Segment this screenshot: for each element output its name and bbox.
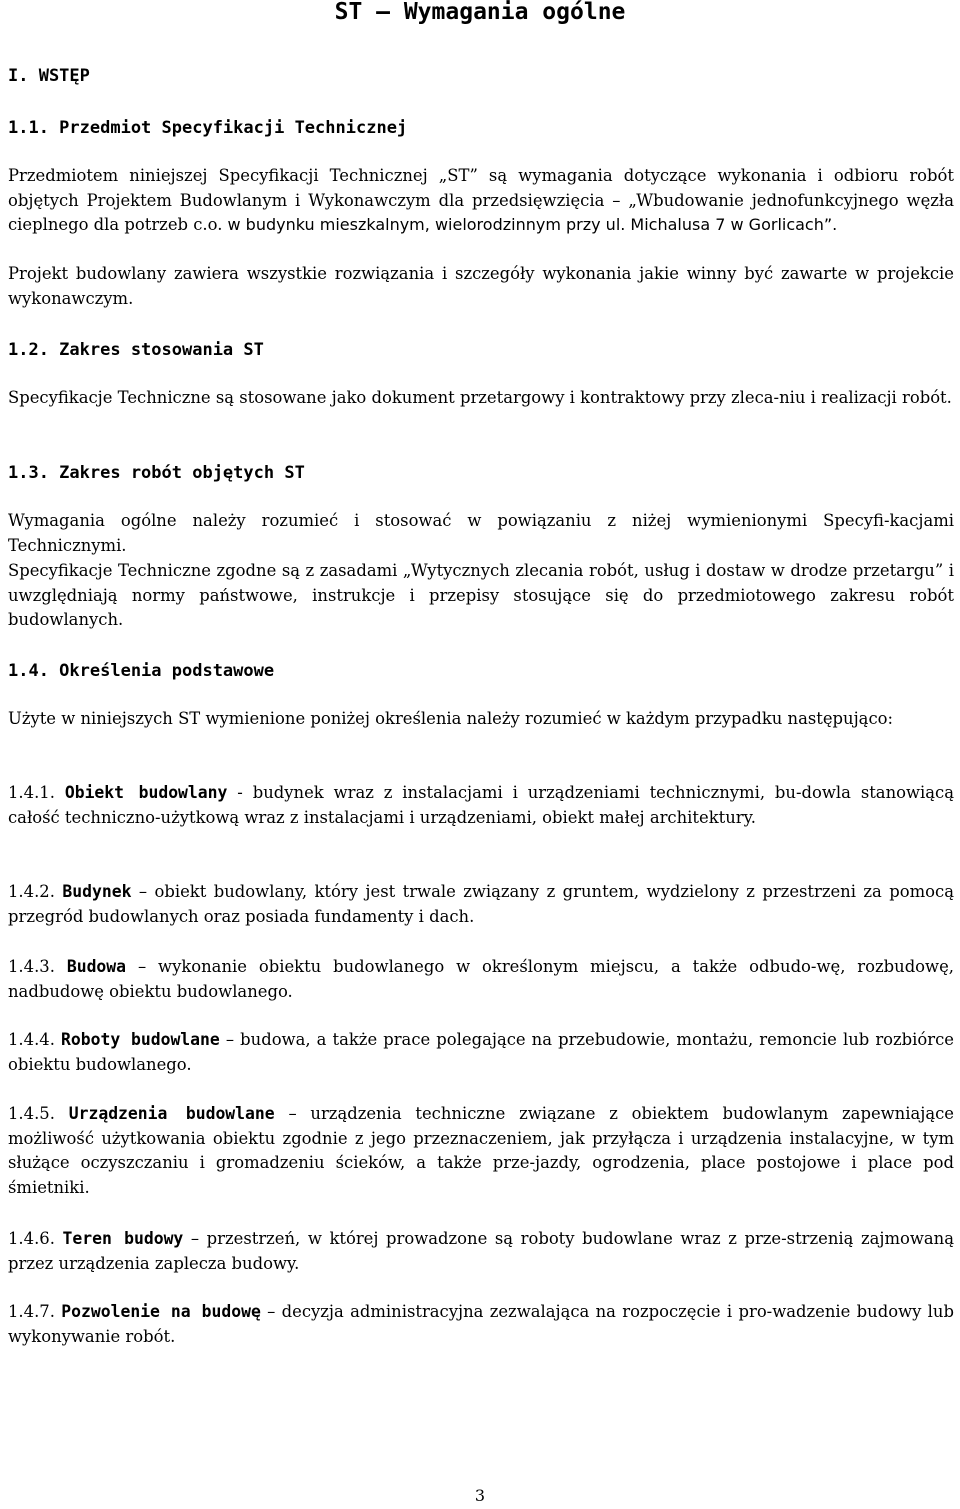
paragraph-1-3-requirements: Wymagania ogólne należy rozumieć i stosować w powiązaniu z niżej wymienionymi Specyfi-kacjami Technicznymi. <box>8 511 954 555</box>
definition-1-4-2 <box>8 880 954 929</box>
heading-1-1: 1.1. Przedmiot Specyfikacji Technicznej <box>8 118 408 138</box>
definition-number: 1.4.4. <box>8 1030 55 1049</box>
definition-1-4-6 <box>8 1227 954 1276</box>
page-number: 3 <box>474 1486 486 1505</box>
definition-1-4-5 <box>8 1102 954 1200</box>
definition-text: – budowa, a także prace polegające na przebudowie, montażu, remoncie lub rozbiórce obiektu budowlanego. <box>8 1030 954 1074</box>
paragraph-1-4-intro: Użyte w niniejszych ST wymienione poniżej określenia należy rozumieć w każdym przypadku następująco: <box>8 709 894 728</box>
definition-1-4-4 <box>8 1028 954 1077</box>
definition-text: – urządzenia techniczne związane z obiektem budowlanym zapewniające możliwość użytkowania obiektu zgodnie z jego przeznaczeniem, jak przyłącza i urządzenia instalacyjne, w tym służące oczyszczaniu i gromadzeniu ścieków, a także prze-jazdy, ogrodzenia, place postojowe i place pod śmietniki. <box>8 1104 954 1197</box>
definition-number: 1.4.1. <box>8 783 55 802</box>
heading-1-2: 1.2. Zakres stosowania ST <box>8 340 264 360</box>
definition-number: 1.4.2. <box>8 882 55 901</box>
definition-text: – przestrzeń, w której prowadzone są roboty budowlane wraz z prze-strzenią zajmowaną przez urządzenia zaplecza budowy. <box>8 1229 955 1273</box>
definition-text: – obiekt budowlany, który jest trwale związany z gruntem, wydzielony z przestrzeni za pomocą przegród budowlanych oraz posiada fundamenty i dach. <box>8 882 954 926</box>
definition-term: Teren budowy <box>62 1229 184 1248</box>
definition-number: 1.4.7. <box>8 1302 55 1321</box>
definition-term: Pozwolenie na budowę <box>61 1302 261 1321</box>
definition-1-4-1 <box>8 781 954 830</box>
definition-number: 1.4.3. <box>8 957 55 976</box>
definition-1-4-3 <box>8 955 954 1004</box>
definition-term: Urządzenia budowlane <box>68 1104 275 1123</box>
definition-text: – wykonanie obiektu budowlanego w określonym miejscu, a także odbudo-wę, rozbudowę, nadbudowę obiektu budowlanego. <box>8 957 954 1001</box>
definition-term: Budowa <box>66 957 127 976</box>
paragraph-1-1-subject <box>8 164 954 238</box>
paragraph-1-3-specifications: Specyfikacje Techniczne zgodne są z zasadami „Wytycznych zlecania robót, usług i dostaw w drodze przetargu” i uwzględniają normy państwowe, instrukcje i przepisy stosujące się do przedmiotowego zakresu robót budowlanych. <box>8 561 954 629</box>
definition-text: - budynek wraz z instalacjami i urządzeniami technicznymi, bu-dowla stanowiącą całość techniczno-użytkową wraz z instalacjami i urządzeniami, obiekt małej architektury. <box>8 783 955 827</box>
section-heading-wstep: I. WSTĘP <box>8 66 90 86</box>
definition-term: Roboty budowlane <box>61 1030 220 1049</box>
definition-term: Budynek <box>62 882 132 901</box>
paragraph-1-1-subject-a: Przedmiotem niniejszej Specyfikacji Technicznej „ST” są wymagania dotyczące wykonania i odbioru robót objętych Projektem Budowlanym i Wykonawczym dla przedsięwzięcia – „Wbudowanie jednofunkcyjnego węzła cieplnego dla potrzeb c.o. <box>8 166 954 234</box>
definition-text: – decyzja administracyjna zezwalająca na rozpoczęcie i pro-wadzenie budowy lub wykonywanie robót. <box>8 1302 954 1346</box>
paragraph-1-1-subject-b: w budynku mieszkalnym, wielorodzinnym przy ul. Michalusa 7 w Gorlicach”. <box>222 215 838 234</box>
definition-number: 1.4.5. <box>8 1104 55 1123</box>
document-title: ST – Wymagania ogólne <box>334 0 626 25</box>
paragraph-1-2-scope: Specyfikacje Techniczne są stosowane jako dokument przetargowy i kontraktowy przy zleca-niu i realizacji robót. <box>8 388 952 407</box>
definition-1-4-7 <box>8 1300 954 1349</box>
definition-number: 1.4.6. <box>8 1229 55 1248</box>
paragraph-1-1-project: Projekt budowlany zawiera wszystkie rozwiązania i szczegóły wykonania jakie winny być zawarte w projekcie wykonawczym. <box>8 264 954 308</box>
heading-1-4: 1.4. Określenia podstawowe <box>8 661 275 681</box>
heading-1-3: 1.3. Zakres robót objętych ST <box>8 463 305 483</box>
definition-term: Obiekt budowlany <box>64 783 228 802</box>
